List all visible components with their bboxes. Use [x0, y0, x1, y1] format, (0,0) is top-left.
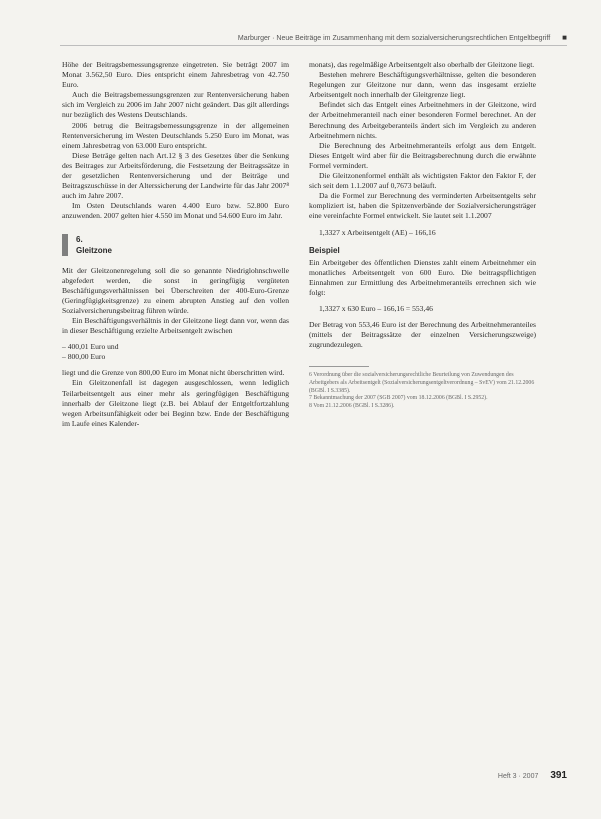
right-column	[309, 60, 536, 410]
paragraph: monats), das regelmäßige Arbeitsentgelt also oberhalb der Gleitzone liegt.	[309, 60, 535, 69]
paragraph: Mit der Gleitzonenregelung soll die so genannte Niedriglohnschwelle abgefedert werden, die sonst in geringfügig vergüteten Beschäftigungsverhältnissen bei Überschreiten der 400-Euro-Grenze (Geringfügigkeitsgrenze) zu einem abrupten Anstieg auf den vollen Sozialversicherungsbeitrag führen würde.	[62, 265, 289, 315]
list-item: – 800,00 Euro	[62, 352, 106, 362]
example-heading: Beispiel	[309, 245, 340, 255]
paragraph: Befindet sich das Entgelt eines Arbeitnehmers in der Gleitzone, wird der Arbeitnehmeranteil nach einer besonderen Formel berechnet. An der Berechnung des Arbeitgeberanteils ändert sich im Vergleich zu anderen Arbeitnehmern nichts.	[309, 100, 536, 140]
section-number: 6.	[76, 234, 83, 244]
paragraph: Da die Formel zur Berechnung des verminderten Arbeitsentgelts sehr kompliziert ist, haben die Spitzenverbände der Sozialversicherungsträger eine vereinfachte Formel entwickelt. Sie lautet seit 1.1.2007	[309, 191, 536, 221]
footnote: 8 Vom 21.12.2006 (BGBl. I S.3286).	[309, 402, 395, 409]
paragraph: 2006 betrug die Beitragsbemessungsgrenze in der allgemeinen Rentenversicherung im Westen Deutschlands 5.250 Euro im Monat, was einem Jahresbetrag von 63.000 Euro entspricht.	[62, 120, 289, 150]
paragraph: liegt und die Grenze von 800,00 Euro im Monat nicht überschritten wird.	[62, 368, 285, 378]
paragraph: Auch die Beitragsbemessungsgrenzen zur Rentenversicherung haben sich im Vergleich zu 2006 im Jahr 2007 nicht geändert. Das gilt allerdings nur bezüglich des Westens Deutschlands.	[62, 90, 289, 120]
section-heading	[62, 234, 289, 256]
footnote: 7 Bekanntmachung der 2007 (SGB 2007) vom 18.12.2006 (BGBl. I S.2952).	[309, 395, 488, 402]
left-column	[62, 60, 289, 429]
paragraph: Diese Beträge gelten nach Art.12 § 3 des Gesetzes über die Senkung des Beitrages zur Arbeitsförderung, die Festsetzung der Beitragssätze in der gesetzlichen Rentenversicherung und der Beiträge und Beitragszuschüsse in der Alterssicherung der Landwirte für das Jahr 2007⁸ auch im Jahre 2007.	[62, 150, 289, 201]
header-mark: ■	[562, 33, 567, 42]
paragraph: Im Osten Deutschlands waren 4.400 Euro bzw. 52.800 Euro anzuwenden. 2007 gelten hier 4.550 im Monat und 54.600 Euro im Jahr.	[62, 201, 289, 221]
dash-list	[62, 342, 289, 362]
list-item: – 400,01 Euro und	[62, 342, 119, 352]
page-footer	[498, 770, 567, 781]
running-title: Marburger · Neue Beiträge im Zusammenhang mit dem sozialversicherungsrechtlichen Entgeltbegriff	[237, 35, 551, 42]
paragraph: Ein Arbeitgeber des öffentlichen Dienstes zahlt einem Arbeitnehmer ein monatliches Arbeitsentgelt von 600 Euro. Die beitragspflichtigen Einnahmen zur Ermittlung des Arbeitnehmeranteils errechnen sich wie folgt:	[309, 257, 536, 297]
paragraph: Bestehen mehrere Beschäftigungsverhältnisse, gelten die besonderen Regelungen zur Gleitzone nur dann, wenn das insgesamt erzielte Arbeitsentgelt noch innerhalb der Gleitgrenze liegt.	[309, 70, 536, 100]
issue-label: Heft 3 · 2007	[497, 773, 539, 780]
footnote-rule	[309, 366, 369, 367]
paragraph: Der Betrag von 553,46 Euro ist der Berechnung des Arbeitnehmeranteiles (mittels der Beitragssätze der einzelnen Versicherungszweige) zugrundezulegen.	[309, 320, 536, 350]
section-title: Gleitzone	[76, 245, 113, 255]
formula: 1,3327 x Arbeitsentgelt (AE) – 166,16	[319, 227, 436, 237]
page-number: 391	[550, 770, 567, 781]
paragraph: Ein Gleitzonenfall ist dagegen ausgeschlossen, wenn lediglich Teilarbeitsentgelt aus einer mehr als geringfügigen Beschäftigung innerhalb der Gleitzone liegt (z.B. bei Ablauf der Entgeltfortzahlung wegen Arbeitsunfähigkeit oder bei Beginn bzw. Ende der Beschäftigung im Laufe eines Kalender-	[62, 378, 289, 428]
paragraph: Die Gleitzonenformel enthält als wichtigsten Faktor den Faktor F, der sich seit dem 1.1.2007 auf 0,7673 beläuft.	[309, 171, 536, 191]
paragraph: Ein Beschäftigungsverhältnis in der Gleitzone liegt dann vor, wenn das in dieser Beschäftigung erzielte Arbeitsentgelt zwischen	[62, 315, 289, 336]
footnote: 6 Verordnung über die sozialversicherungsrechtliche Beurteilung von Zuwendungen des Arbeitgebers als Arbeitsentgelt (Sozialversicherungsentgeltverordnung – SvEV) vom 21.12.2006 (BGBl. I S.3385).	[309, 372, 535, 394]
paragraph: Höhe der Beitragsbemessungsgrenze eingetreten. Sie beträgt 2007 im Monat 3.562,50 Euro. Dies entspricht einem Jahresbetrag von 42.750 Euro.	[62, 60, 289, 90]
formula: 1,3327 x 630 Euro – 166,16 = 553,46	[319, 304, 433, 314]
paragraph: Die Berechnung des Arbeitnehmeranteils erfolgt aus dem Entgelt. Dieses Entgelt wird aber für die Beitragsberechnung durch die erwähnte Formel vermindert.	[309, 140, 536, 170]
running-header	[60, 33, 567, 46]
